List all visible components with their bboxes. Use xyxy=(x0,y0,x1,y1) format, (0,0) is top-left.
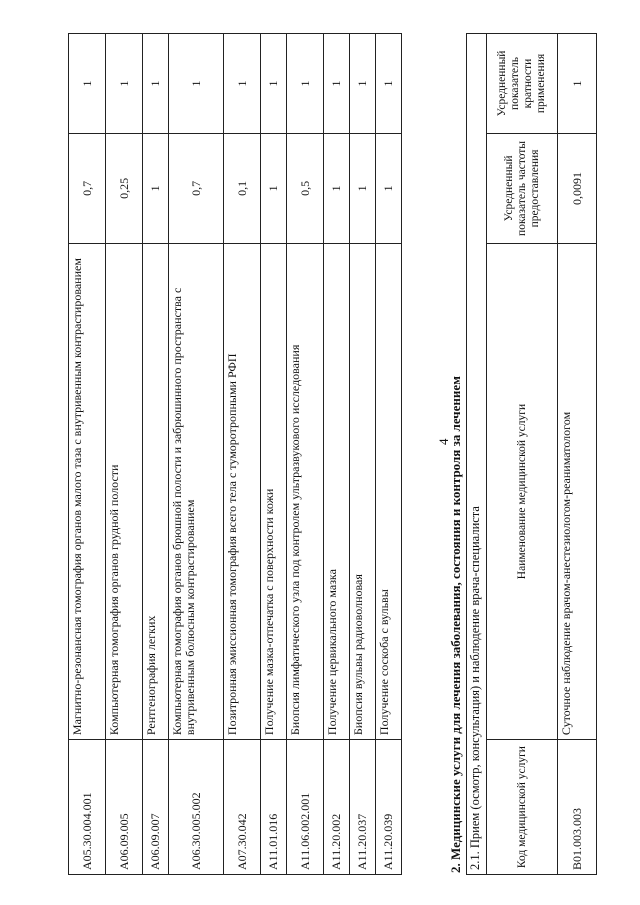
service-code: A06.30.005.002 xyxy=(169,740,224,875)
service-code: A11.06.002.001 xyxy=(287,740,324,875)
frequency-value: 0,25 xyxy=(106,133,143,243)
table-row xyxy=(169,34,224,875)
table-row xyxy=(69,34,106,875)
service-name: Суточное наблюдение врачом-анестезиологом-реаниматологом xyxy=(558,243,597,739)
frequency-value: 1 xyxy=(261,133,287,243)
table-row xyxy=(143,34,169,875)
service-name: Биопсия вульвы радиоволновая xyxy=(350,243,376,739)
multiplicity-value: 1 xyxy=(169,34,224,134)
service-code: A11.20.002 xyxy=(324,740,350,875)
service-name: Компьютерная томография органов грудной полости xyxy=(106,243,143,739)
table-row xyxy=(224,34,261,875)
multiplicity-value: 1 xyxy=(287,34,324,134)
table-row xyxy=(324,34,350,875)
service-code: A05.30.004.001 xyxy=(69,740,106,875)
table-row xyxy=(106,34,143,875)
frequency-value: 0,7 xyxy=(69,133,106,243)
multiplicity-value: 1 xyxy=(224,34,261,134)
service-code: A06.09.007 xyxy=(143,740,169,875)
service-name: Получение соскоба с вульвы xyxy=(376,243,402,739)
frequency-value: 1 xyxy=(324,133,350,243)
service-code: B01.003.003 xyxy=(558,740,597,875)
service-code: A11.20.037 xyxy=(350,740,376,875)
service-name: Получение цервикального мазка xyxy=(324,243,350,739)
frequency-value: 0,7 xyxy=(169,133,224,243)
service-name: Рентгенография легких xyxy=(143,243,169,739)
table-row xyxy=(376,34,402,875)
multiplicity-value: 1 xyxy=(558,34,597,134)
frequency-value: 0,0091 xyxy=(558,133,597,243)
frequency-value: 1 xyxy=(376,133,402,243)
service-name: Получение мазка-отпечатка с поверхности кожи xyxy=(261,243,287,739)
service-code: A11.01.016 xyxy=(261,740,287,875)
service-name: Магнитно-резонансная томография органов малого таза с внутривенным контрастированием xyxy=(69,243,106,739)
multiplicity-value: 1 xyxy=(261,34,287,134)
column-header-multiplicity: Усредненный показатель кратности применения xyxy=(487,34,558,134)
column-header-name: Наименование медицинской услуги xyxy=(487,243,558,739)
service-name: Компьютерная томография органов брюшной полости и забрюшинного пространства с внутривенным болюсным контрастированием xyxy=(169,243,224,739)
table-row xyxy=(350,34,376,875)
section-heading: 2. Медицинские услуги для лечения заболевания, состояния и контроля за лечением xyxy=(448,375,463,873)
multiplicity-value: 1 xyxy=(324,34,350,134)
multiplicity-value: 1 xyxy=(69,34,106,134)
service-name: Позитронная эмиссионная томография всего тела с туморотропными РФП xyxy=(224,243,261,739)
multiplicity-value: 1 xyxy=(143,34,169,134)
service-code: A06.09.005 xyxy=(106,740,143,875)
service-name: Биопсия лимфатического узла под контролем ультразвукового исследования xyxy=(287,243,324,739)
multiplicity-value: 1 xyxy=(376,34,402,134)
subsection-heading: 2.1. Прием (осмотр, консультация) и наблюдение врача-специалиста xyxy=(467,34,487,875)
subsection-row xyxy=(467,34,487,875)
page-number: 4 xyxy=(436,438,451,445)
specialist-services-table xyxy=(466,33,597,875)
column-header-code: Код медицинской услуги xyxy=(487,740,558,875)
frequency-value: 1 xyxy=(143,133,169,243)
frequency-value: 0,5 xyxy=(287,133,324,243)
multiplicity-value: 1 xyxy=(106,34,143,134)
header-row xyxy=(487,34,558,875)
table-row xyxy=(261,34,287,875)
column-header-frequency: Усредненный показатель частоты предоставления xyxy=(487,133,558,243)
multiplicity-value: 1 xyxy=(350,34,376,134)
services-table xyxy=(68,33,402,875)
service-code: A07.30.042 xyxy=(224,740,261,875)
frequency-value: 1 xyxy=(350,133,376,243)
table-row xyxy=(558,34,597,875)
frequency-value: 0,1 xyxy=(224,133,261,243)
table-row xyxy=(287,34,324,875)
service-code: A11.20.039 xyxy=(376,740,402,875)
